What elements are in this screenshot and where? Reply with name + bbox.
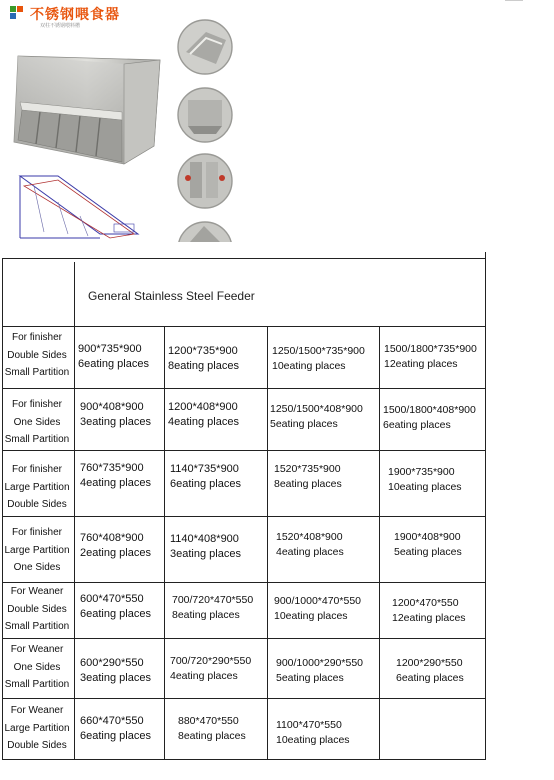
cell-dimension: 900/1000*470*550 xyxy=(274,595,362,607)
feeder-technical-drawing xyxy=(14,172,144,242)
table-column-divider xyxy=(267,326,268,759)
cell-eating-places: 4eating places xyxy=(276,546,344,558)
feeder-thumb-4 xyxy=(176,220,234,242)
cell-eating-places: 8eating places xyxy=(274,478,342,490)
table-cell xyxy=(272,344,365,374)
table-cell xyxy=(394,530,462,560)
table-cell xyxy=(392,596,466,626)
table-cell xyxy=(168,400,239,430)
table-row-divider xyxy=(2,698,486,699)
table-column-divider xyxy=(379,326,380,759)
row-label xyxy=(0,524,74,577)
row-label-line: Large Partition xyxy=(4,481,70,493)
table-cell xyxy=(276,656,363,686)
table-cell xyxy=(384,342,477,372)
table-cell xyxy=(80,592,151,622)
cell-dimension: 600*470*550 xyxy=(80,593,144,605)
row-label-line: For Weaner xyxy=(10,705,64,716)
table-cell xyxy=(383,403,476,433)
row-label-line: One Sides xyxy=(13,661,61,673)
table-column-divider xyxy=(164,326,165,759)
row-label-line: Small Partition xyxy=(4,679,70,690)
table-row-divider xyxy=(2,388,486,389)
row-label-line: Double Sides xyxy=(7,499,67,510)
table-cell xyxy=(274,462,342,492)
cell-dimension: 1200*408*900 xyxy=(168,401,238,413)
cell-eating-places: 5eating places xyxy=(270,418,338,430)
table-cell xyxy=(276,718,350,748)
table-cell xyxy=(276,530,344,560)
cell-eating-places: 10eating places xyxy=(388,481,462,493)
row-label-line: Large Partition xyxy=(4,722,70,734)
cell-dimension: 1200*290*550 xyxy=(396,657,463,669)
cell-eating-places: 2eating places xyxy=(80,547,151,559)
table-row-divider xyxy=(2,258,486,259)
cell-dimension: 600*290*550 xyxy=(80,657,144,669)
cell-dimension: 900*735*900 xyxy=(78,343,142,355)
table-cell xyxy=(270,402,363,432)
cell-eating-places: 12eating places xyxy=(384,358,458,370)
table-row-divider xyxy=(2,638,486,639)
table-cell xyxy=(170,654,251,684)
brand-name: 不锈钢喂食器 xyxy=(30,6,120,22)
table-row-divider xyxy=(2,582,486,583)
cell-dimension: 760*408*900 xyxy=(80,532,144,544)
cell-dimension: 900/1000*290*550 xyxy=(276,657,364,669)
cell-dimension: 1140*735*900 xyxy=(170,463,239,475)
table-column-divider xyxy=(485,252,486,760)
cell-eating-places: 12eating places xyxy=(392,612,466,624)
table-row-divider xyxy=(2,326,486,327)
row-label xyxy=(0,702,74,755)
row-label xyxy=(0,583,74,636)
cell-eating-places: 8eating places xyxy=(168,360,239,372)
row-label-line: For Weaner xyxy=(10,586,64,597)
table-cell xyxy=(80,400,151,430)
table-cell xyxy=(274,594,361,624)
cell-dimension: 1200*470*550 xyxy=(392,597,459,609)
cell-dimension: 1100*470*550 xyxy=(276,719,342,731)
cell-eating-places: 3eating places xyxy=(80,416,151,428)
row-label-line: For finisher xyxy=(11,464,62,475)
row-label-line: One Sides xyxy=(13,416,61,428)
cell-dimension: 700/720*470*550 xyxy=(172,594,254,606)
cell-dimension: 1900*408*900 xyxy=(394,531,461,543)
row-label xyxy=(0,396,74,449)
brand-logo xyxy=(10,4,140,30)
cell-eating-places: 8eating places xyxy=(178,730,246,742)
table-cell xyxy=(388,465,462,495)
table-cell xyxy=(80,656,151,686)
feeder-thumb-1 xyxy=(176,18,234,76)
table-row-divider xyxy=(2,450,486,451)
table-cell xyxy=(396,656,464,686)
cell-dimension: 880*470*550 xyxy=(178,715,239,727)
cell-eating-places: 5eating places xyxy=(394,546,462,558)
cell-dimension: 1520*735*900 xyxy=(274,463,341,475)
table-cell xyxy=(178,714,246,744)
table-cell xyxy=(80,714,151,744)
row-label-line: For finisher xyxy=(11,399,62,410)
cell-dimension: 760*735*900 xyxy=(80,462,144,474)
brand-tagline: 双柱不锈钢喂料槽 xyxy=(40,23,81,29)
row-label xyxy=(0,461,74,514)
cell-eating-places: 3eating places xyxy=(170,548,241,560)
cell-eating-places: 6eating places xyxy=(383,419,451,431)
table-cell xyxy=(80,461,151,491)
cell-dimension: 1900*735*900 xyxy=(388,466,455,478)
stainless-steel-feeder-photo xyxy=(4,46,164,174)
cell-eating-places: 6eating places xyxy=(78,358,149,370)
table-column-divider xyxy=(74,262,75,759)
table-cell xyxy=(170,532,241,562)
cell-dimension: 660*470*550 xyxy=(80,715,144,727)
row-label-line: Small Partition xyxy=(4,434,70,445)
row-label-line: For finisher xyxy=(11,332,62,343)
table-row-divider xyxy=(2,759,486,760)
cell-dimension: 1250/1500*408*900 xyxy=(270,403,363,415)
cell-eating-places: 6eating places xyxy=(80,730,151,742)
cell-dimension: 1250/1500*735*900 xyxy=(272,345,365,357)
cell-eating-places: 10eating places xyxy=(276,734,350,746)
cell-eating-places: 4eating places xyxy=(80,477,151,489)
cell-eating-places: 4eating places xyxy=(170,670,238,682)
row-label-line: One Sides xyxy=(13,562,61,573)
cell-dimension: 1500/1800*408*900 xyxy=(383,404,476,416)
cell-eating-places: 4eating places xyxy=(168,416,239,428)
table-cell xyxy=(80,531,151,561)
cell-eating-places: 10eating places xyxy=(274,610,348,622)
feeder-thumb-2 xyxy=(176,86,234,144)
row-label-line: Large Partition xyxy=(4,544,70,556)
cell-dimension: 1140*408*900 xyxy=(170,533,239,545)
cell-dimension: 900*408*900 xyxy=(80,401,144,413)
cell-dimension: 700/720*290*550 xyxy=(170,655,252,667)
row-label-line: For Weaner xyxy=(10,644,64,655)
row-label xyxy=(0,641,74,694)
cell-eating-places: 10eating places xyxy=(272,360,346,372)
cell-dimension: 1500/1800*735*900 xyxy=(384,343,477,355)
table-cell xyxy=(170,462,241,492)
feeder-thumb-3 xyxy=(176,152,234,210)
cell-eating-places: 6eating places xyxy=(170,478,241,490)
table-cell xyxy=(78,342,149,372)
table-row-divider xyxy=(2,516,486,517)
cell-eating-places: 5eating places xyxy=(276,672,344,684)
table-title: General Stainless Steel Feeder xyxy=(88,289,255,303)
cell-dimension: 1520*408*900 xyxy=(276,531,343,543)
table-cell xyxy=(168,344,239,374)
cell-dimension: 1200*735*900 xyxy=(168,345,238,357)
table-cell xyxy=(172,593,253,623)
cell-eating-places: 6eating places xyxy=(396,672,464,684)
row-label-line: Double Sides xyxy=(7,349,67,361)
logo-mark-icon xyxy=(10,6,24,20)
row-label-line: Double Sides xyxy=(7,603,67,615)
divider xyxy=(505,0,523,1)
row-label-line: Double Sides xyxy=(7,740,67,751)
cell-eating-places: 6eating places xyxy=(80,608,151,620)
row-label-line: Small Partition xyxy=(4,367,70,378)
row-label-line: For finisher xyxy=(11,527,62,538)
row-label xyxy=(0,329,74,382)
cell-eating-places: 8eating places xyxy=(172,609,240,621)
cell-eating-places: 3eating places xyxy=(80,672,151,684)
row-label-line: Small Partition xyxy=(4,621,70,632)
